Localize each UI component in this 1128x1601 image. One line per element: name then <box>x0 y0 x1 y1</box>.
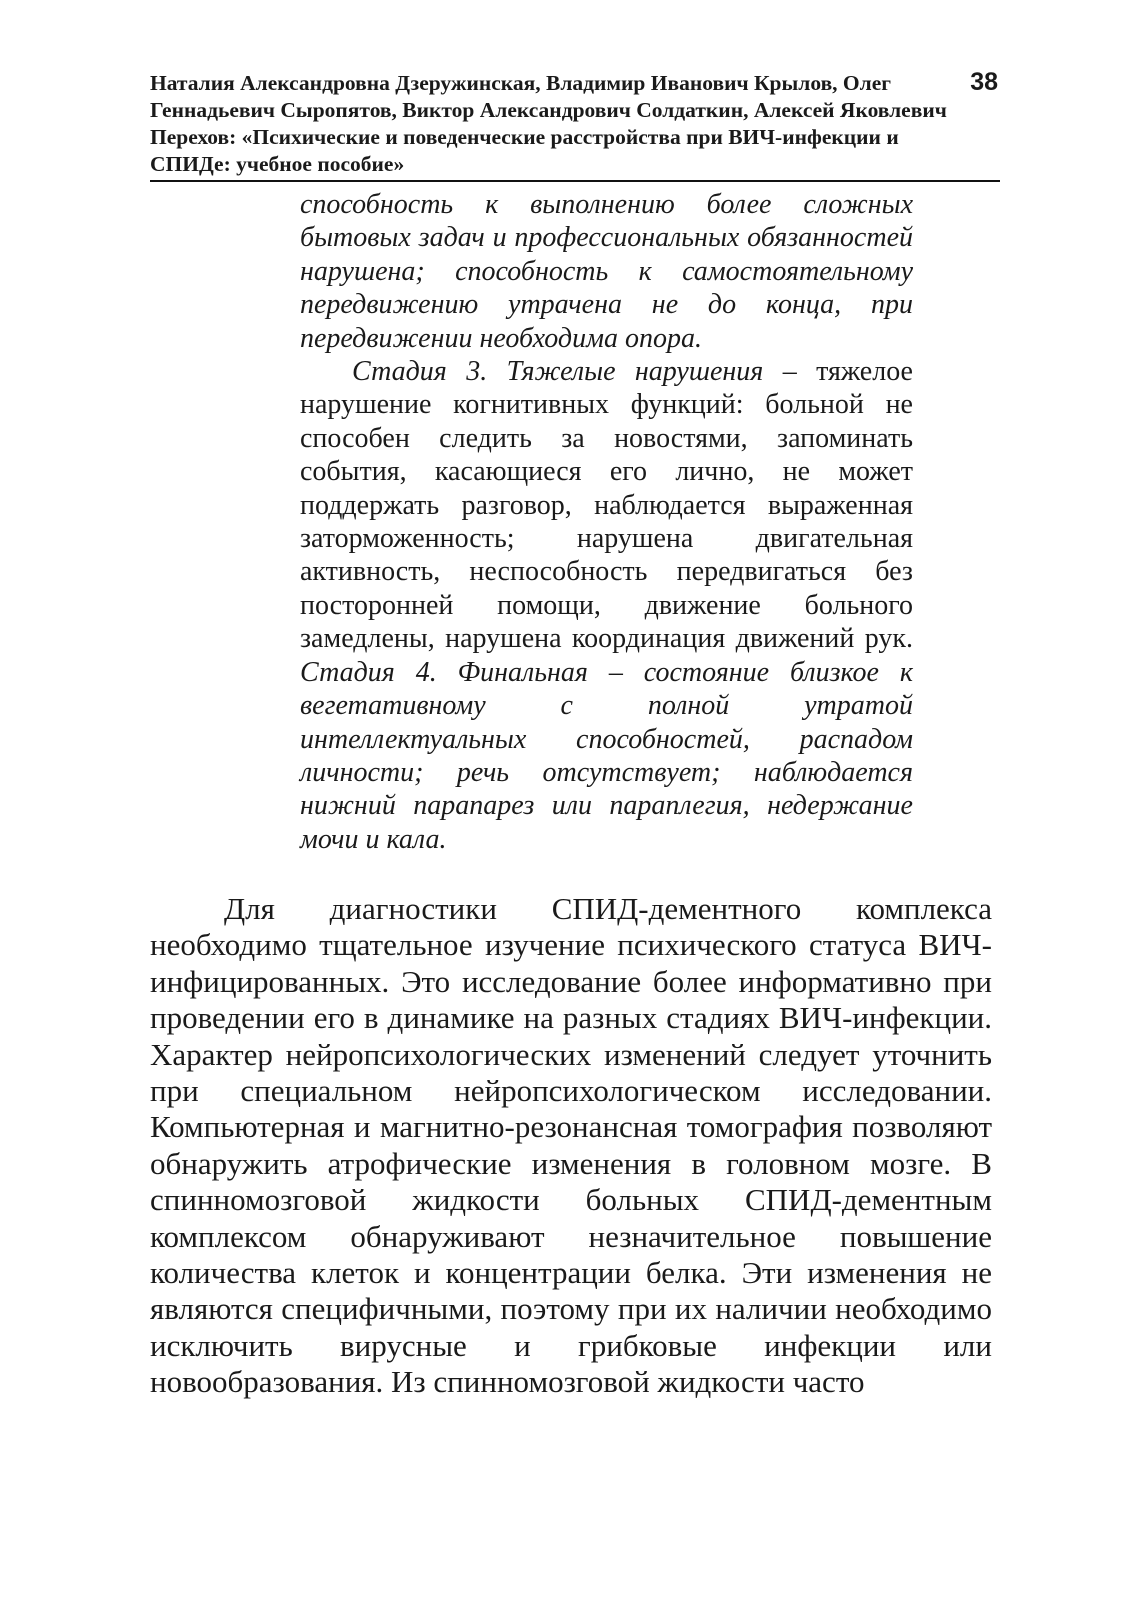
page-number: 38 <box>970 68 998 96</box>
page-header <box>150 70 1000 182</box>
stage3-paragraph <box>300 355 913 856</box>
stage3-title: Стадия 3. Тяжелые нарушения <box>352 356 764 388</box>
book-citation-header: Наталия Александровна Дзеружинская, Владимир Иванович Крылов, Олег Геннадьевич Сыропятов, Виктор Александрович Солдаткин, Алексей Яковлевич Перехов: «Психические и поведенческие расстройства при ВИЧ-инфекции и СПИДе: учебное пособие» <box>150 71 947 176</box>
stage3-text: – тяжелое нарушение когнитивных функций: больной не способен следить за новостями, запоминать события, касающиеся его лично, не может поддержать разговор, наблюдается выраженная заторможенность; нарушена двигательная активность, неспособность передвигаться без посторонней помощи, движение больного замедлены, нарушена координация движений рук. <box>300 356 913 655</box>
body-paragraph: Для диагностики СПИД-дементного комплекса необходимо тщательное изучение психического статуса ВИЧ-инфицированных. Это исследование более информативно при проведении его в динамике на разных стадиях ВИЧ-инфекции. Характер нейропсихологических изменений следует уточнить при специальном нейропсихологическом исследовании. Компьютерная и магнитно-резонансная томография позволяют обнаружить атрофические изменения в головном мозге. В спинномозговой жидкости больных СПИД-дементным комплексом обнаруживают незначительное повышение количества клеток и концентрации белка. Эти изменения не являются специфичными, поэтому при их наличии необходимо исключить вирусные и грибковые инфекции или новообразования. Из спинномозговой жидкости часто <box>150 891 992 1400</box>
stage2-continuation: способность к выполнению более сложных бытовых задач и профессиональных обязанностей нарушена; способность к самостоятельному передвижению утрачена не до конца, при передвижении необходима опора. <box>300 189 913 354</box>
stage4-text: Стадия 4. Финальная – состояние близкое к вегетативному с полной утратой интеллектуальных способностей, распадом личности; речь отсутствует; наблюдается нижний парапарез или параплегия, недержание мочи и кала. <box>300 656 913 855</box>
stage-description-block <box>300 188 913 856</box>
